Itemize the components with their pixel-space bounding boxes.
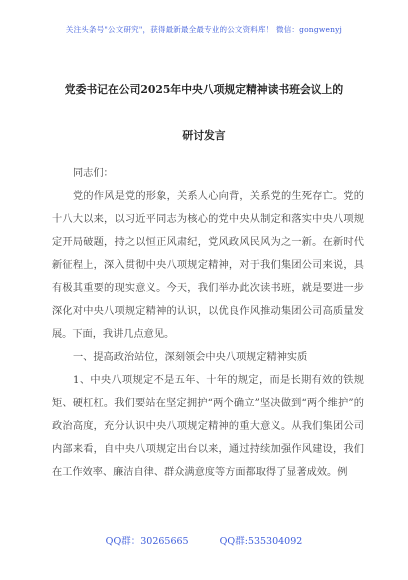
footer-qq-group-1: QQ群：30265665 <box>105 536 189 547</box>
body-paragraph: 1、中央八项规定不是五年、十年的规定，而是长期有效的铁规矩、硬杠杠。我们要站在坚定拥护“两个确立”坚决做到“两个维护”的政治高度，充分认识中央八项规定精神的重大意义。从我们集团公司内部来看，自中央八项规定出台以来，通过持续加强作风建设，我们在工作效率、廉洁自律、群众满意度等方面都取得了显著成效。例 <box>52 375 364 478</box>
body-paragraph: 党的作风是党的形象，关系人心向背，关系党的生死存亡。党的十八大以来，以习近平同志为核心的党中央从制定和落实中央八项规定开局破题，持之以恒正风肃纪，党风政风民风为之一新。在新时代新征程上，深入贯彻中央八项规定精神，对于我们集团公司来说，具有极其重要的现实意义。今天，我们举办此次读书班，就是要进一步深化对中央八项规定精神的认识，以优良作风推动集团公司高质量发展。下面，我讲几点意见。 <box>52 191 364 340</box>
document-body <box>52 162 364 484</box>
header-banner: 关注头条号"公文研究"，获得最新最全最专业的公文资料库！ 微信：gongwenyj <box>65 25 343 34</box>
document-title: 党委书记在公司2025年中央八项规定精神读书班会议上的 <box>64 83 344 96</box>
footer-qq-group-2: QQ群:535304092 <box>219 536 303 547</box>
footer <box>0 533 408 547</box>
document-subtitle: 研讨发言 <box>182 129 226 142</box>
salutation: 同志们： <box>73 168 114 179</box>
section-heading: 一、提高政治站位，深刻领会中央八项规定精神实质 <box>73 352 308 363</box>
